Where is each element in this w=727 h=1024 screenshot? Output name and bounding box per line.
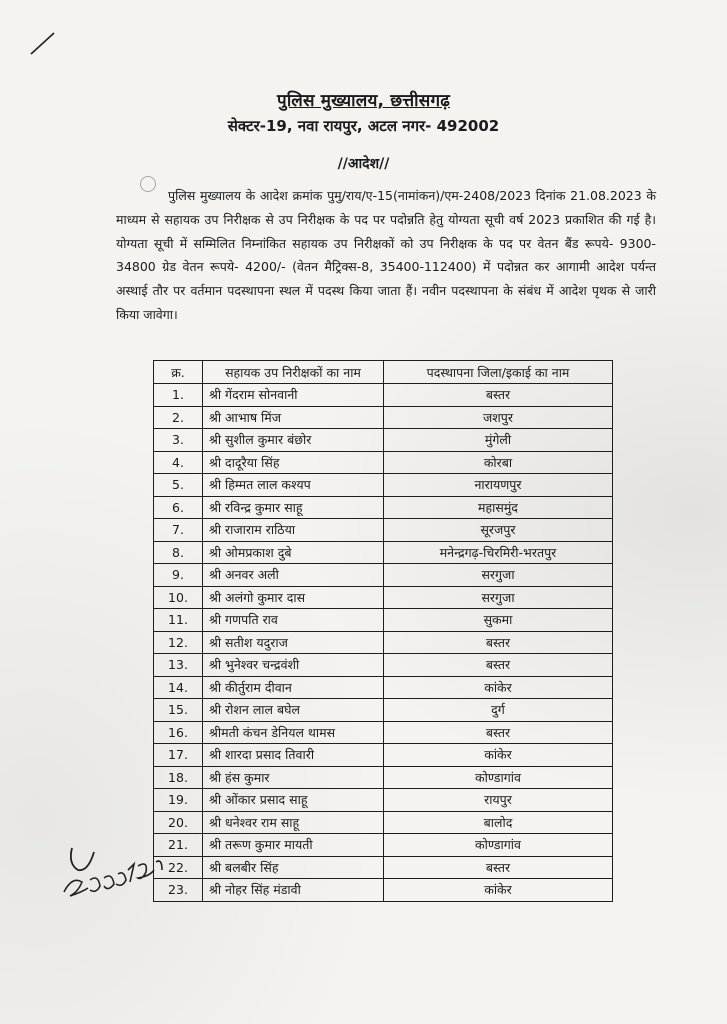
- posting-cell: रायपुर: [384, 789, 613, 812]
- name-cell: श्री नोहर सिंह मंडावी: [203, 879, 384, 902]
- table-row: [154, 384, 613, 407]
- posting-cell: बस्तर: [384, 856, 613, 879]
- table-row: [154, 676, 613, 699]
- name-cell: श्री धनेश्वर राम साहू: [203, 811, 384, 834]
- serial-cell: 18.: [154, 766, 203, 789]
- table-row: [154, 856, 613, 879]
- serial-cell: 8.: [154, 541, 203, 564]
- name-cell: श्री तरूण कुमार मायती: [203, 834, 384, 857]
- name-cell: श्री हंस कुमार: [203, 766, 384, 789]
- posting-cell: मनेन्द्रगढ़-चिरमिरी-भरतपुर: [384, 541, 613, 564]
- name-cell: श्री बलबीर सिंह: [203, 856, 384, 879]
- order-heading: //आदेश//: [337, 156, 390, 172]
- name-cell: श्री राजाराम राठिया: [203, 519, 384, 542]
- posting-cell: सुकमा: [384, 609, 613, 632]
- posting-cell: कांकेर: [384, 676, 613, 699]
- table-row: [154, 766, 613, 789]
- posting-cell: बस्तर: [384, 384, 613, 407]
- serial-cell: 6.: [154, 496, 203, 519]
- name-cell: श्री आभाष मिंज: [203, 406, 384, 429]
- name-cell: श्री गणपति राव: [203, 609, 384, 632]
- name-cell: श्री सुशील कुमार बंछोर: [203, 429, 384, 452]
- posting-cell: कोण्डागांव: [384, 834, 613, 857]
- table-row: [154, 496, 613, 519]
- serial-cell: 23.: [154, 879, 203, 902]
- posting-cell: सरगुजा: [384, 586, 613, 609]
- posting-cell: सूरजपुर: [384, 519, 613, 542]
- table-row: [154, 789, 613, 812]
- pen-slash-mark: [28, 30, 58, 56]
- serial-cell: 21.: [154, 834, 203, 857]
- promotion-posting-table: [153, 360, 613, 902]
- office-name: पुलिस मुख्यालय, छत्तीसगढ़: [276, 91, 451, 111]
- table-row: [154, 879, 613, 902]
- posting-cell: बस्तर: [384, 721, 613, 744]
- serial-cell: 7.: [154, 519, 203, 542]
- table-row: [154, 564, 613, 587]
- serial-cell: 16.: [154, 721, 203, 744]
- col-header-name: सहायक उप निरीक्षकों का नाम: [203, 361, 384, 384]
- order-body-paragraph: [116, 184, 656, 327]
- posting-cell: कांकेर: [384, 879, 613, 902]
- name-cell: श्री भुनेश्वर चन्द्रवंशी: [203, 654, 384, 677]
- name-cell: श्री दादूरैया सिंह: [203, 451, 384, 474]
- table-row: [154, 699, 613, 722]
- serial-cell: 3.: [154, 429, 203, 452]
- posting-cell: कोण्डागांव: [384, 766, 613, 789]
- office-address: सेक्टर-19, नवा रायपुर, अटल नगर- 492002: [227, 117, 500, 135]
- table-row: [154, 429, 613, 452]
- serial-cell: 19.: [154, 789, 203, 812]
- name-cell: श्री शारदा प्रसाद तिवारी: [203, 744, 384, 767]
- col-header-serial: क्र.: [154, 361, 203, 384]
- table-row: [154, 744, 613, 767]
- serial-cell: 14.: [154, 676, 203, 699]
- name-cell: श्री अनवर अली: [203, 564, 384, 587]
- table-row: [154, 406, 613, 429]
- serial-cell: 17.: [154, 744, 203, 767]
- table-row: [154, 586, 613, 609]
- serial-cell: 1.: [154, 384, 203, 407]
- name-cell: श्री रविन्द्र कुमार साहू: [203, 496, 384, 519]
- posting-cell: महासमुंद: [384, 496, 613, 519]
- table-row: [154, 451, 613, 474]
- serial-cell: 15.: [154, 699, 203, 722]
- posting-cell: कोरबा: [384, 451, 613, 474]
- name-cell: श्री अलंगो कुमार दास: [203, 586, 384, 609]
- serial-cell: 5.: [154, 474, 203, 497]
- name-cell: श्री ओंकार प्रसाद साहू: [203, 789, 384, 812]
- name-cell: श्री कीर्तुराम दीवान: [203, 676, 384, 699]
- posting-cell: सरगुजा: [384, 564, 613, 587]
- table-row: [154, 631, 613, 654]
- table-row: [154, 654, 613, 677]
- posting-cell: दुर्ग: [384, 699, 613, 722]
- table-row: [154, 811, 613, 834]
- serial-cell: 9.: [154, 564, 203, 587]
- serial-cell: 20.: [154, 811, 203, 834]
- posting-cell: नारायणपुर: [384, 474, 613, 497]
- posting-cell: जशपुर: [384, 406, 613, 429]
- name-cell: श्री ओमप्रकाश दुबे: [203, 541, 384, 564]
- order-paragraph-text: पुलिस मुख्यालय के आदेश क्रमांक पुमु/राय/ए-15(नामांकन)/एम-2408/2023 दिनांक 21.08.2023 के माध्यम से सहायक उप निरीक्षक से उप निरीक्षक के पद पर पदोन्नति हेतु योग्यता सूची वर्ष 2023 प्रकाशित की गई है। योग्यता सूची में सम्मिलित निम्नांकित सहायक उप निरीक्षकों को उप निरीक्षक के पद पर वेतन बैंड रूपये- 9300-34800 ग्रेड वेतन रूपये- 4200/- (वेतन मैट्रिक्स-8, 35400-112400) में पदोन्नत कर आगामी आदेश पर्यन्त अस्थाई तौर पर वर्तमान पदस्थापना स्थल में पदस्थ किया जाता हैं। नवीन पदस्थापना के संबंध में आदेश पृथक से जारी किया जावेगा।: [116, 188, 656, 322]
- serial-cell: 22.: [154, 856, 203, 879]
- name-cell: श्रीमती कंचन डेनियल थामस: [203, 721, 384, 744]
- posting-cell: बस्तर: [384, 654, 613, 677]
- name-cell: श्री हिम्मत लाल कश्यप: [203, 474, 384, 497]
- posting-cell: बस्तर: [384, 631, 613, 654]
- table-row: [154, 834, 613, 857]
- name-cell: श्री गेंदराम सोनवानी: [203, 384, 384, 407]
- table-row: [154, 519, 613, 542]
- handwritten-initials-signature: [58, 830, 168, 910]
- serial-cell: 4.: [154, 451, 203, 474]
- posting-cell: मुंगेली: [384, 429, 613, 452]
- posting-cell: बालोद: [384, 811, 613, 834]
- serial-cell: 10.: [154, 586, 203, 609]
- serial-cell: 11.: [154, 609, 203, 632]
- posting-cell: कांकेर: [384, 744, 613, 767]
- table-body: [154, 384, 613, 902]
- col-header-posting: पदस्थापना जिला/इकाई का नाम: [384, 361, 613, 384]
- office-title: [0, 88, 727, 111]
- serial-cell: 13.: [154, 654, 203, 677]
- serial-cell: 12.: [154, 631, 203, 654]
- table-row: [154, 541, 613, 564]
- name-cell: श्री रोशन लाल बघेल: [203, 699, 384, 722]
- table-row: [154, 721, 613, 744]
- table-row: [154, 609, 613, 632]
- serial-cell: 2.: [154, 406, 203, 429]
- table-row: [154, 474, 613, 497]
- table-header-row: [154, 361, 613, 384]
- name-cell: श्री सतीश यदुराज: [203, 631, 384, 654]
